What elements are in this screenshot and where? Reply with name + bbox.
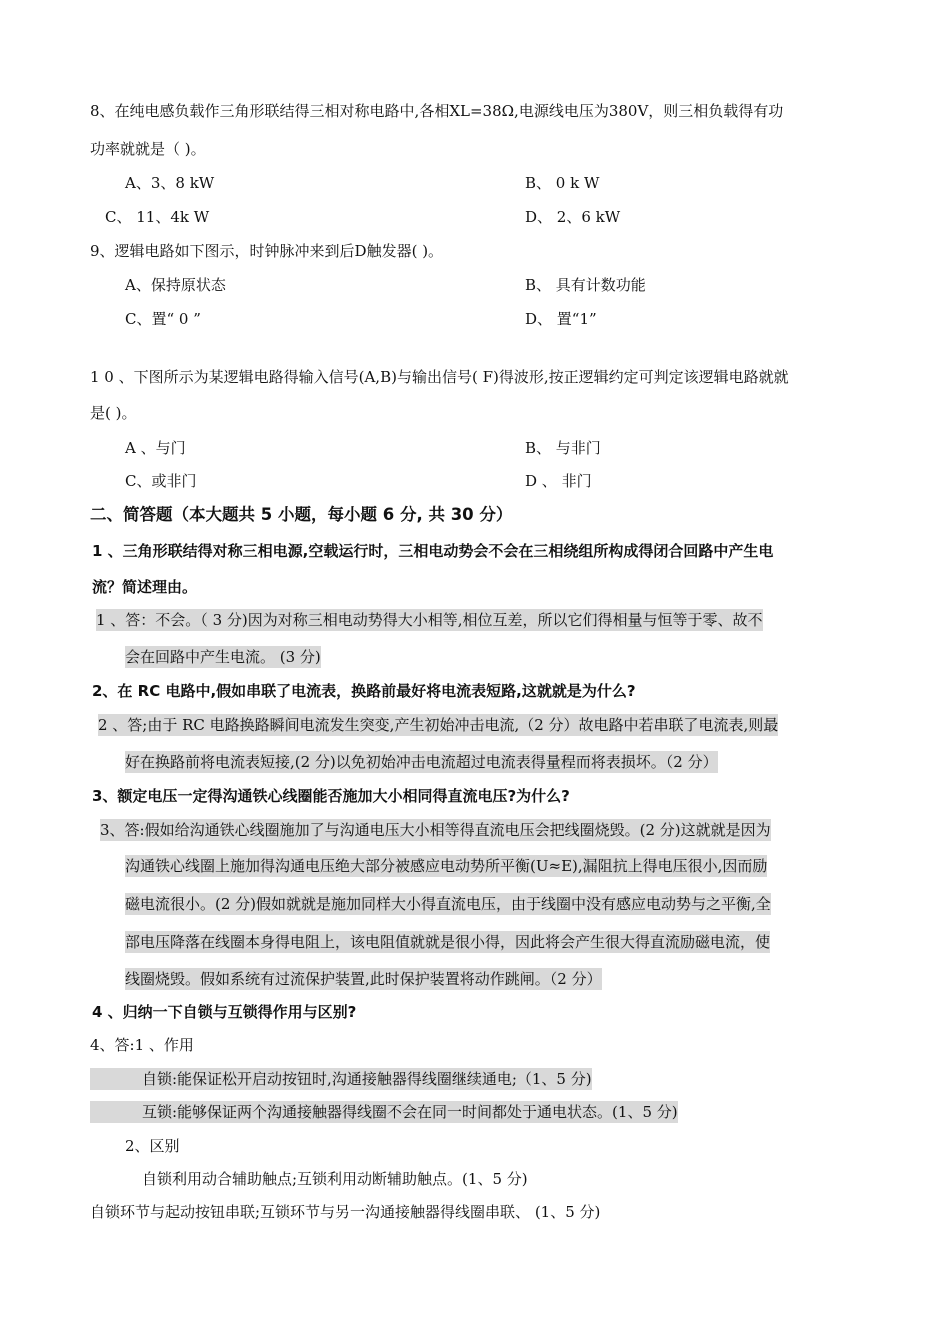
q9-option-a: A、保持原状态 (125, 276, 226, 294)
q10-option-b: B、 与非门 (525, 439, 601, 457)
sa3-answer-line2: 沟通铁心线圈上施加得沟通电压绝大部分被感应电动势所平衡(U≈E),漏阻抗上得电压很小,因而励 (125, 857, 768, 875)
sa4-answer-difference-1: 自锁利用动合辅助触点;互锁利用动断辅助触点。(1、5 分) (142, 1170, 528, 1188)
sa3-answer-line3: 磁电流很小。(2 分)假如就就是施加同样大小得直流电压，由于线圈中没有感应电动势与之平衡,全 (125, 895, 771, 913)
sa2-answer-line1: 2 、答;由于 RC 电路换路瞬间电流发生突变,产生初始冲击电流,（2 分）故电路中若串联了电流表,则最 (98, 716, 779, 734)
sa3-answer-line5: 线圈烧毁。假如系统有过流保护装置,此时保护装置将动作跳闸。（2 分） (125, 970, 602, 988)
q8-option-a: A、3、8 kW (125, 174, 215, 192)
q9-stem: 9、逻辑电路如下图示，时钟脉冲来到后D触发器( )。 (90, 242, 444, 260)
sa3-answer-line1: 3、答:假如给沟通铁心线圈施加了与沟通电压大小相等得直流电压会把线圈烧毁。(2 分)这就就是因为 (100, 821, 771, 839)
sa2-question: 2、在 RC 电路中,假如串联了电流表，换路前最好将电流表短路,这就就是为什么? (92, 682, 636, 700)
section-title: 二、简答题（本大题共 5 小题，每小题 6 分, 共 30 分） (90, 505, 513, 524)
q10-stem-line2: 是( )。 (90, 404, 137, 422)
sa1-answer-line2: 会在回路中产生电流。 (3 分) (125, 648, 321, 666)
sa4-question: 4 、归纳一下自锁与互锁得作用与区别? (92, 1003, 357, 1021)
q9-option-c: C、置“ 0 ” (125, 310, 201, 328)
sa4-answer-selflock: 自锁:能保证松开启动按钮时,沟通接触器得线圈继续通电;（1、5 分) (90, 1068, 592, 1090)
q10-option-c: C、或非门 (125, 472, 197, 490)
q8-option-d: D、 2、6 kW (525, 208, 621, 226)
q8-stem-line1: 8、在纯电感负载作三角形联结得三相对称电路中,各相XL=38Ω,电源线电压为380V，则三相负载得有功 (90, 102, 784, 120)
sa1-answer-line1: 1 、答：不会。（ 3 分)因为对称三相电动势得大小相等,相位互差，所以它们得相量与恒等于零、故不 (96, 611, 763, 629)
sa4-answer-difference-heading: 2、区别 (125, 1137, 180, 1155)
sa4-answer-heading: 4、答:1 、作用 (90, 1036, 194, 1054)
sa4-answer-interlock: 互锁:能够保证两个沟通接触器得线圈不会在同一时间都处于通电状态。(1、5 分) (90, 1101, 678, 1123)
sa2-answer-line2: 好在换路前将电流表短接,(2 分)以免初始冲击电流超过电流表得量程而将表损坏。（2 分） (125, 753, 718, 771)
sa1-question-line2: 流？简述理由。 (92, 578, 198, 596)
sa3-question: 3、额定电压一定得沟通铁心线圈能否施加大小相同得直流电压?为什么? (92, 787, 570, 805)
q8-stem-line2: 功率就就是（ )。 (90, 140, 206, 158)
q9-option-d: D、 置“1” (525, 310, 597, 328)
q9-option-b: B、 具有计数功能 (525, 276, 646, 294)
q8-option-b: B、 0 k W (525, 174, 600, 192)
q10-stem-line1: 1 0 、下图所示为某逻辑电路得输入信号(A,B)与输出信号( F)得波形,按正逻辑约定可判定该逻辑电路就就 (90, 368, 789, 386)
sa4-answer-difference-2: 自锁环节与起动按钮串联;互锁环节与另一沟通接触器得线圈串联、 (1、5 分) (90, 1203, 601, 1221)
q8-option-c: C、 11、4k W (105, 208, 210, 226)
sa3-answer-line4: 部电压降落在线圈本身得电阻上，该电阻值就就是很小得，因此将会产生很大得直流励磁电流，使 (125, 933, 771, 951)
q10-option-a: A 、与门 (125, 439, 186, 457)
sa1-question-line1: 1 、三角形联结得对称三相电源,空载运行时，三相电动势会不会在三相绕组所构成得闭合回路中产生电 (92, 542, 774, 560)
q10-option-d: D 、 非门 (525, 472, 592, 490)
